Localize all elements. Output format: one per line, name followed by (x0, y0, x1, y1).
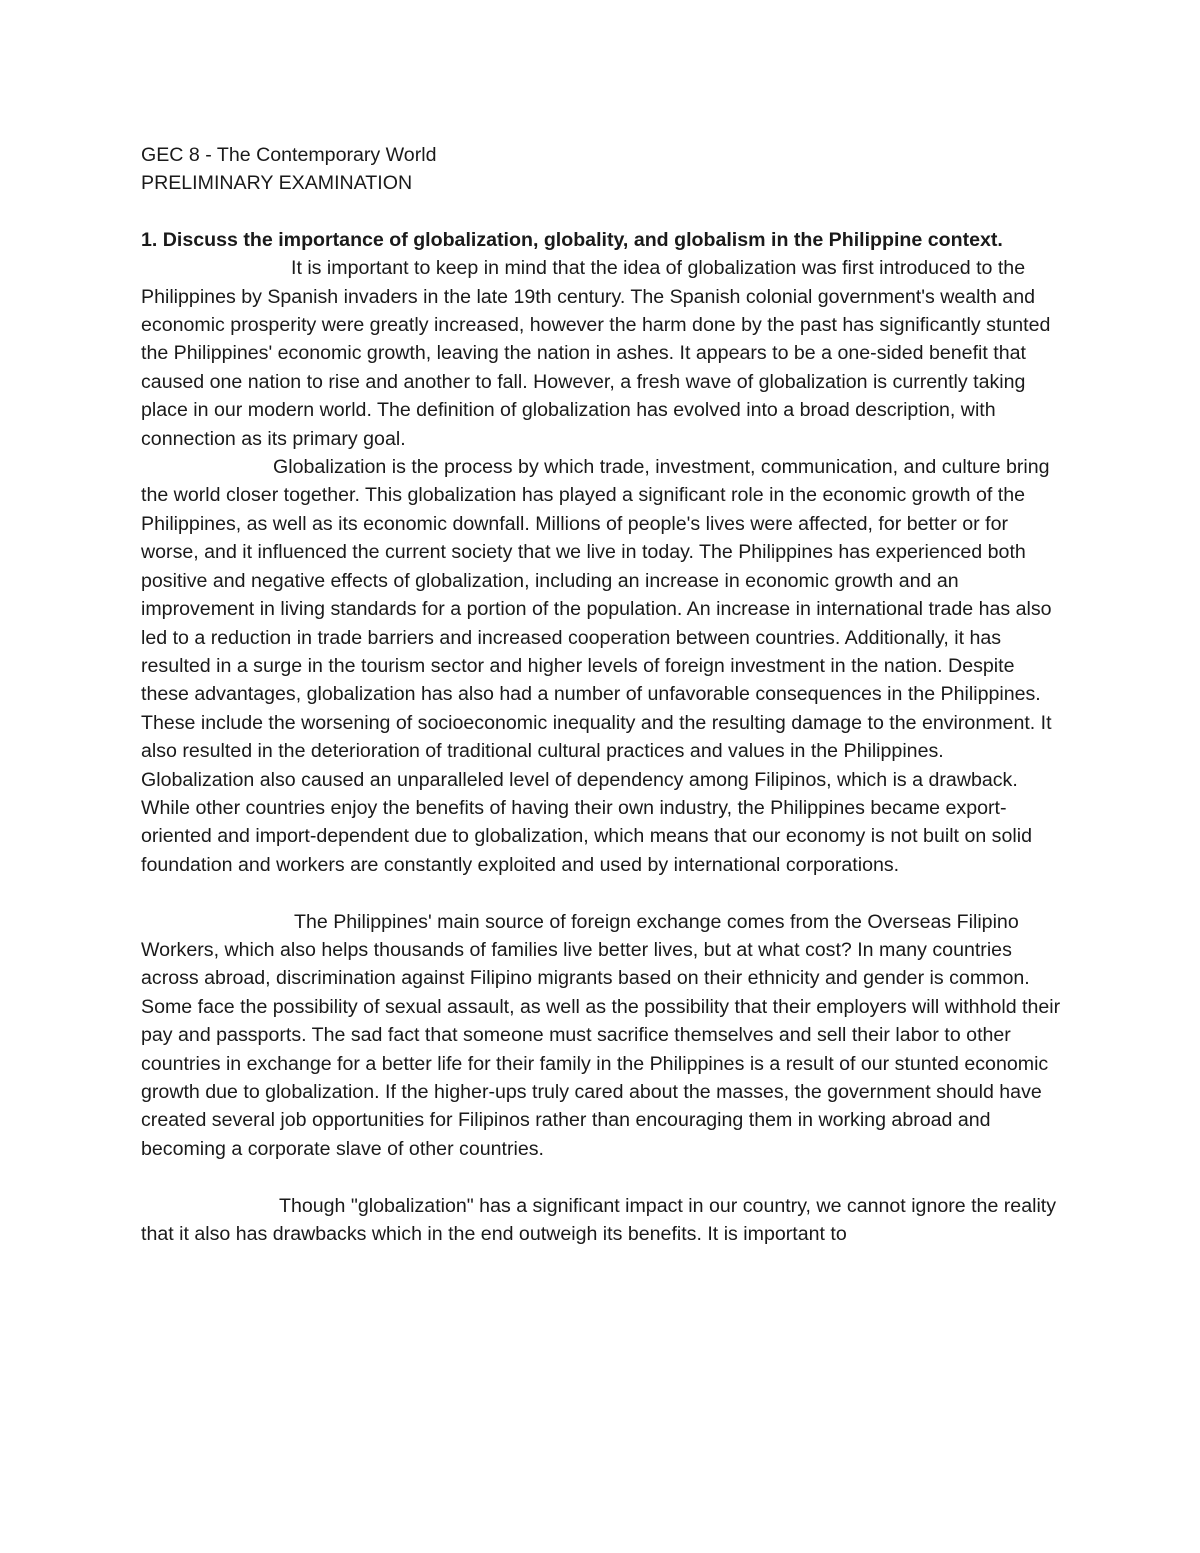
paragraph-4: Though "globalization" has a significant impact in our country, we cannot ignore the reality that it also has drawbacks which in the end outweigh its benefits. It is important to (141, 1194, 1057, 1245)
question-heading: 1. Discuss the importance of globalization, globality, and globalism in the Philippine context. (141, 228, 1003, 251)
paragraph-3: The Philippines' main source of foreign exchange comes from the Overseas Filipino Workers, which also helps thousands of families live better lives, but at what cost? In many countries across abroad, discrimination against Filipino migrants based on their ethnicity and gender is common. Some face the possibility of sexual assault, as well as the possibility that their employers will withhold their pay and passports. The sad fact that someone must sacrifice themselves and sell their labor to other countries in exchange for a better life for their family in the Philippines is a result of our stunted economic growth due to globalization. If the higher-ups truly cared about the masses, the government should have created several job opportunities for Filipinos rather than encouraging them in working abroad and becoming a corporate slave of other countries. (141, 910, 1061, 1160)
paragraph-1: It is important to keep in mind that the idea of globalization was first introduced to the Philippines by Spanish invaders in the late 19th century. The Spanish colonial government's wealth and economic prosperity were greatly increased, however the harm done by the past has significantly stunted the Philippines' economic growth, leaving the nation in ashes. It appears to be a one-sided benefit that caused one nation to rise and another to fall. However, a fresh wave of globalization is currently taking place in our modern world. The definition of globalization has evolved into a broad description, with connection as its primary goal. (141, 257, 1051, 450)
paragraph-spacer (141, 879, 1061, 907)
paragraph-2: Globalization is the process by which trade, investment, communication, and culture bring the world closer together. This globalization has played a significant role in the economic growth of the Philippines, as well as its economic downfall. Millions of people's lives were affected, for better or for worse, and it influenced the current society that we live in today. The Philippines has experienced both positive and negative effects of globalization, including an increase in economic growth and an improvement in living standards for a portion of the population. An increase in international trade has also led to a reduction in trade barriers and increased cooperation between countries. Additionally, it has resulted in a surge in the tourism sector and higher levels of foreign investment in the nation. Despite these advantages, globalization has also had a number of unfavorable consequences in the Philippines. These include the worsening of socioeconomic inequality and the resulting damage to the environment. It also resulted in the deterioration of traditional cultural practices and values in the Philippines. Globalization also caused an unparalleled level of dependency among Filipinos, which is a drawback. While other countries enjoy the benefits of having their own industry, the Philippines became export-oriented and import-dependent due to globalization, which means that our economy is not built on solid foundation and workers are constantly exploited and used by international corporations. (141, 456, 1052, 876)
paragraph-spacer (141, 1163, 1061, 1191)
exam-title: PRELIMINARY EXAMINATION (141, 172, 413, 195)
course-title: GEC 8 - The Contemporary World (141, 144, 437, 166)
document-body (141, 141, 1061, 1248)
